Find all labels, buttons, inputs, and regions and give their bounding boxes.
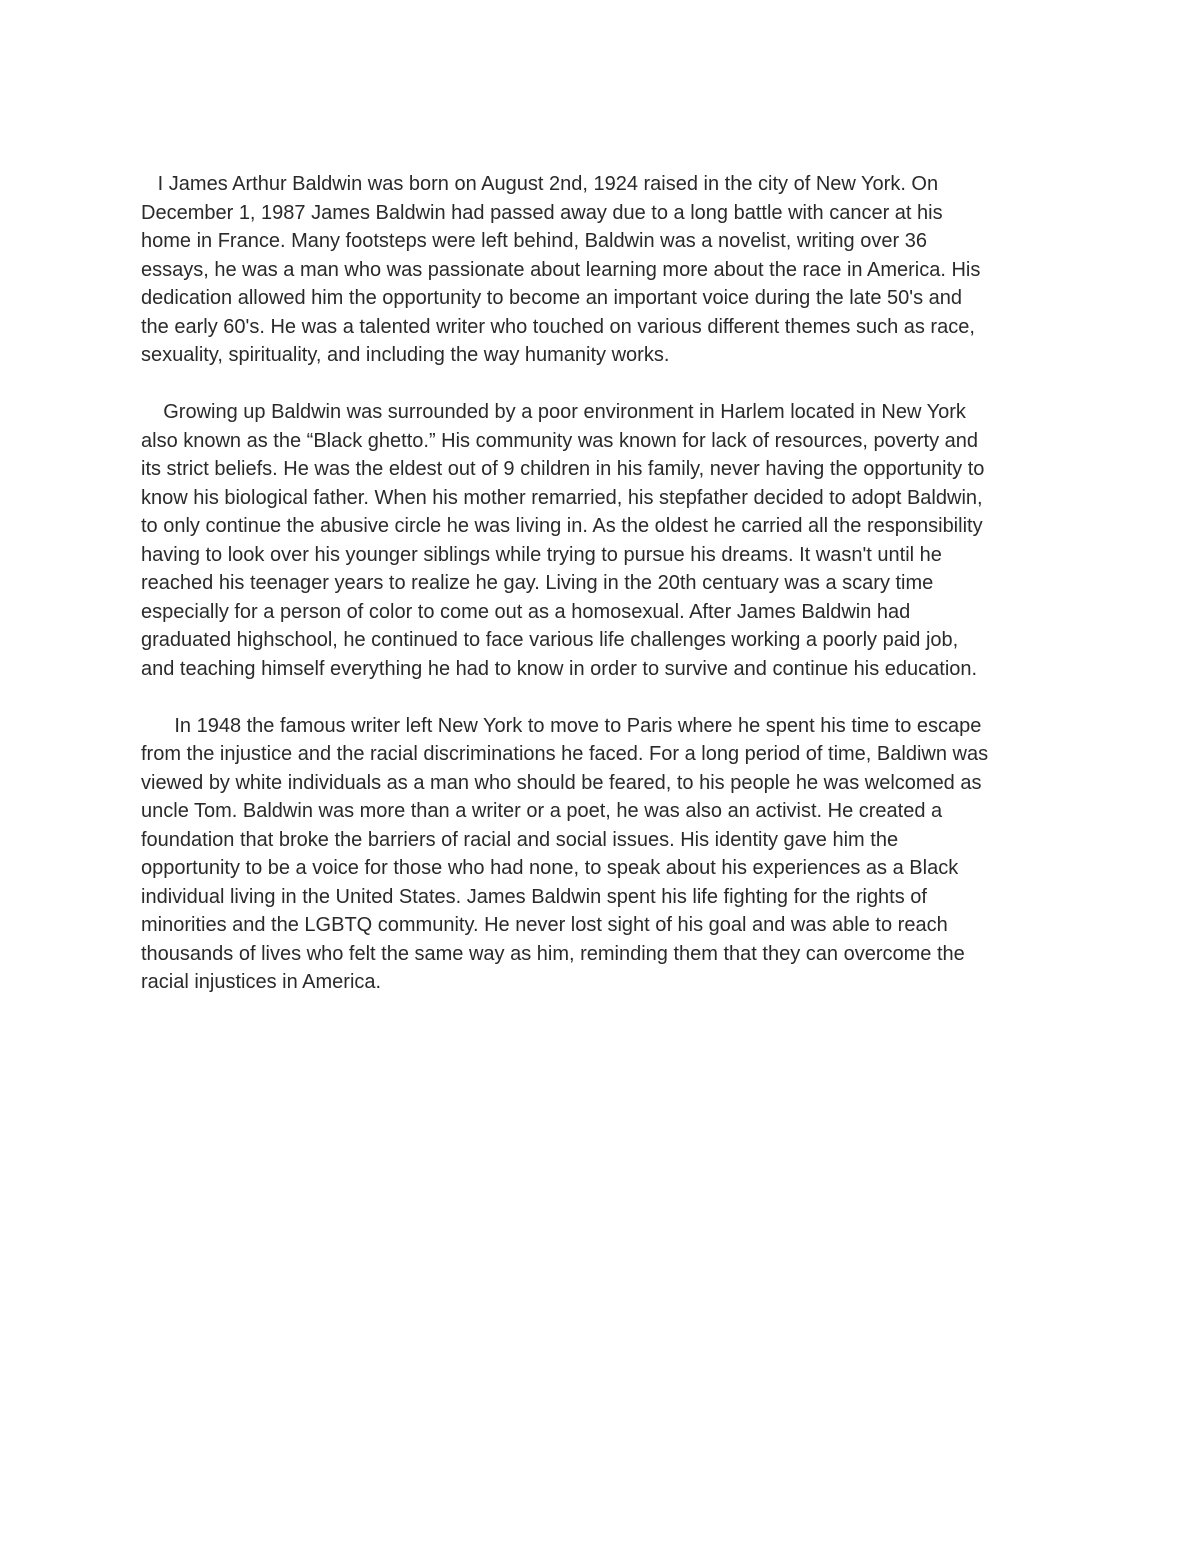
paragraph-line: sexuality, spirituality, and including the way humanity works. [141, 344, 670, 366]
paragraph-line: from the injustice and the racial discriminations he faced. For a long period of time, Baldiwn was [141, 743, 989, 765]
paragraph-1 [141, 170, 1071, 370]
paragraph-line: In 1948 the famous writer left New York to move to Paris where he spent his time to escape [174, 714, 982, 737]
paragraph-line: racial injustices in America. [141, 971, 382, 993]
paragraph-line: minorities and the LGBTQ community. He never lost sight of his goal and was able to reach [141, 914, 948, 936]
paragraph-line: and teaching himself everything he had to know in order to survive and continue his education. [141, 657, 978, 680]
paragraph-line: to only continue the abusive circle he was living in. As the oldest he carried all the responsibility [141, 515, 983, 537]
paragraph-line: having to look over his younger siblings while trying to pursue his dreams. It wasn't until he [141, 543, 942, 566]
paragraph-indent [141, 715, 174, 737]
paragraph-line: individual living in the United States. James Baldwin spent his life fighting for the rights of [141, 885, 927, 908]
paragraph-line: its strict beliefs. He was the eldest out of 9 children in his family, never having the opportunity to [141, 458, 985, 480]
paragraph-indent [141, 401, 163, 423]
paragraph-line: Growing up Baldwin was surrounded by a poor environment in Harlem located in New York [163, 401, 966, 423]
paragraph-line: thousands of lives who felt the same way as him, reminding them that they can overcome the [141, 942, 965, 965]
paragraph-2 [141, 398, 1071, 683]
paragraph-line: opportunity to be a voice for those who had none, to speak about his experiences as a Black [141, 857, 959, 879]
paragraph-line: essays, he was a man who was passionate about learning more about the race in America. His [141, 258, 981, 281]
paragraph-line: graduated highschool, he continued to face various life challenges working a poorly paid job, [141, 629, 959, 651]
paragraph-line: also known as the “Black ghetto.” His community was known for lack of resources, poverty and [141, 429, 979, 452]
paragraph-line: the early 60's. He was a talented writer who touched on various different themes such as race, [141, 315, 975, 338]
paragraph-line: viewed by white individuals as a man who should be feared, to his people he was welcomed as [141, 771, 982, 794]
paragraph-line: reached his teenager years to realize he gay. Living in the 20th centuary was a scary time [141, 572, 934, 594]
paragraph-line: I James Arthur Baldwin was born on August 2nd, 1924 raised in the city of New York. On [157, 173, 939, 195]
paragraph-line: home in France. Many footsteps were left behind, Baldwin was a novelist, writing over 36 [141, 230, 927, 252]
paragraph-indent [141, 173, 158, 195]
paragraph-line: know his biological father. When his mother remarried, his stepfather decided to adopt Baldwin, [141, 486, 983, 509]
paragraph-line: December 1, 1987 James Baldwin had passed away due to a long battle with cancer at his [141, 201, 943, 224]
paragraph-line: uncle Tom. Baldwin was more than a writer or a poet, he was also an activist. He created a [141, 800, 943, 822]
paragraph-line: especially for a person of color to come out as a homosexual. After James Baldwin had [141, 600, 911, 623]
document-body [141, 170, 1071, 1025]
paragraph-3 [141, 712, 1071, 997]
paragraph-line: dedication allowed him the opportunity to become an important voice during the late 50's and [141, 287, 962, 309]
paragraph-line: foundation that broke the barriers of racial and social issues. His identity gave him the [141, 828, 899, 851]
